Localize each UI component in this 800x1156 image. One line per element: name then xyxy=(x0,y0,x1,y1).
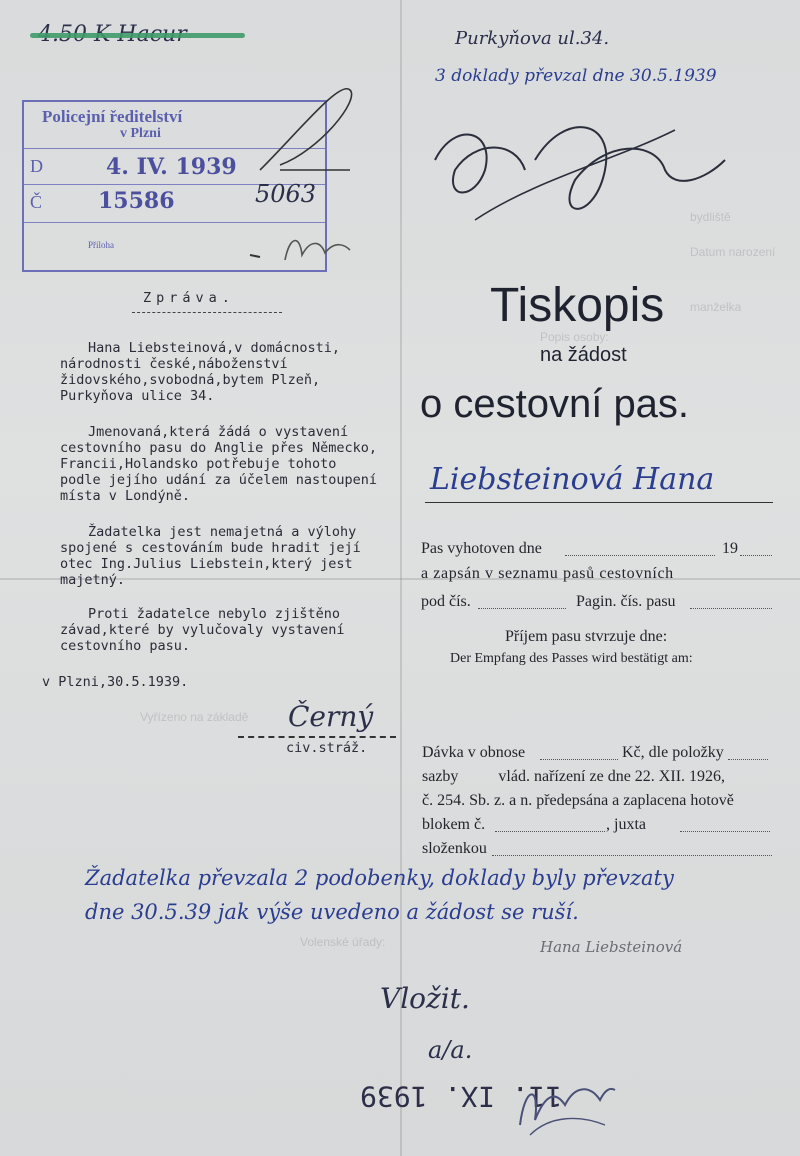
stamp-office: Policejní ředitelství xyxy=(42,107,183,126)
bottom-signature xyxy=(510,1065,620,1145)
applicant-name-field: Liebsteinová Hana xyxy=(430,462,715,497)
report-para2-line-1: Jmenovaná,která žádá o vystavení xyxy=(88,424,349,440)
fee-line-5: složenkou xyxy=(422,840,487,857)
receipt-cz: Příjem pasu stvrzuje dne: xyxy=(505,628,668,645)
document-page: bydliště Datum narození manželka Popis osoby: Vyřízeno na základě Volenské úřady: Purkyňova ul.34. 3 doklady převzal dne 30.5.1939 Policejní ředitelství v Plzni D 4. IV. 1939 Č 15586 Příloha 5063 Tiskopis na žádost o cestovní pas. Liebsteinová Hana Zpráva. Hana Liebsteinová,v domácnosti, národnosti české,náboženství židovského,svobodná,bytem Plzeň, Purkyňova ulice 34. Jmenovaná,která žádá o vystavení cestovního pasu do Anglie přes Německo, Francii,Holandsko potřebuje tohoto podle jejího udání za účelem nastoupení místa v Londýně. Žadatelka jest nemajetná a výlohy spojené s cestováním bude hradit její otec Ing.Julius Liebstein,který jest majetný. Proti žadatelce nebylo zjištěno závad,které by vylučovaly vystavení cestovního pasu. v Plzni,30.5.1939. Černý civ.stráž. Pas vyhotoven dne 19 a zapsán v seznamu pasů cestovních pod čís. Pagin. čís. pasu Příjem pasu stvrzuje dne: Der Empfang des Passes wird bestätigt am: Dávka v obnose Kč, dle položky sazby vlád. nařízení ze dne 22. XII. 1926, č. 254. Sb. z. a n. předepsána a zaplacena hotově blokem č. , juxta složenkou Žadatelka převzala 2 podobenky, doklady byly převzaty dne 30.5.39 jak výše uvedeno a žádost se ruší. Hana Liebsteinová Vložit. a/a. 11. IX. 1939 xyxy=(0,0,800,1156)
stamp-date: 4. IV. 1939 xyxy=(106,154,237,180)
stamp-sub-label: Příloha xyxy=(88,240,114,250)
issued-year-prefix: 19 xyxy=(722,540,738,557)
pagin-label: Pagin. čís. pasu xyxy=(576,593,676,610)
report-para3-line-3: otec Ing.Julius Liebstein,který jest xyxy=(60,556,353,572)
report-para3-line-2: spojené s cestováním bude hradit její xyxy=(60,540,361,556)
report-para2-line-5: místa v Londýně. xyxy=(60,488,191,504)
bottom-note-line-1: Žadatelka převzala 2 podobenky, doklady byly převzaty xyxy=(85,866,674,890)
initials-scribble xyxy=(240,225,360,270)
report-para2-line-2: cestovního pasu do Anglie přes Německo, xyxy=(60,440,377,456)
report-heading: Zpráva. xyxy=(143,290,235,306)
registered-label: a zapsán v seznamu pasů cestovních xyxy=(421,565,674,582)
form-title-zadost: na žádost xyxy=(540,344,627,366)
report-para4-line-1: Proti žadatelce nebylo zjištěno xyxy=(88,606,340,622)
signature-dash-line xyxy=(238,736,396,738)
report-heading-underline xyxy=(132,312,282,313)
applicant-signature: Hana Liebsteinová xyxy=(540,938,683,956)
signer-title: civ.stráž. xyxy=(286,740,368,756)
report-para3-line-1: Žadatelka jest nemajetná a výlohy xyxy=(88,524,357,540)
form-title-pas: o cestovní pas. xyxy=(420,382,690,426)
address-note: Purkyňova ul.34. xyxy=(455,28,610,49)
stamp-prefix-c: Č xyxy=(30,192,43,212)
bottom-note-line-2: dne 30.5.39 jak výše uvedeno a žádost se ruší. xyxy=(85,900,579,924)
report-para3-line-4: majetný. xyxy=(60,572,126,588)
fee-line-4b: , juxta xyxy=(606,816,646,833)
reference-number: 5063 xyxy=(255,180,317,208)
fee-line-1b: Kč, dle položky xyxy=(622,744,724,761)
ao-note: a/a. xyxy=(428,1036,473,1064)
issued-label: Pas vyhotoven dne xyxy=(421,540,542,557)
report-para2-line-3: Francii,Holandsko potřebuje tohoto xyxy=(60,456,337,472)
report-para4-line-3: cestovního pasu. xyxy=(60,638,191,654)
report-line-2: národnosti české,náboženství xyxy=(60,356,288,372)
vlozit-note: Vložit. xyxy=(380,982,470,1015)
report-para4-line-2: závad,které by vylučovaly vystavení xyxy=(60,622,345,638)
report-para2-line-4: podle jejího udání za účelem nastoupení xyxy=(60,472,377,488)
stamp-prefix-d: D xyxy=(30,156,43,176)
strike-line xyxy=(30,33,245,38)
report-place-date: v Plzni,30.5.1939. xyxy=(42,674,189,690)
chief-signature xyxy=(415,100,745,240)
form-title-tiskopis: Tiskopis xyxy=(490,279,665,332)
fee-line-3: č. 254. Sb. z. a n. předepsána a zaplacena hotově xyxy=(422,792,734,809)
report-line-4: Purkyňova ulice 34. xyxy=(60,388,215,404)
report-line-1: Hana Liebsteinová,v domácnosti, xyxy=(88,340,340,356)
documents-note: 3 doklady převzal dne 30.5.1939 xyxy=(435,66,717,86)
inverted-date-stamp: 11. IX. 1939 xyxy=(360,1080,563,1113)
receipt-de: Der Empfang des Passes wird bestätigt am: xyxy=(450,651,693,666)
report-line-3: židovského,svobodná,bytem Plzeň, xyxy=(60,372,321,388)
official-signature xyxy=(240,70,370,180)
stamp-city: v Plzni xyxy=(120,126,161,141)
officer-signature: Černý xyxy=(288,700,374,733)
under-number-label: pod čís. xyxy=(421,593,471,610)
fee-line-1: Dávka v obnose xyxy=(422,744,526,761)
name-underline xyxy=(425,502,773,503)
fee-line-4: blokem č. xyxy=(422,816,486,833)
stamp-number: 15586 xyxy=(98,188,175,214)
fee-line-2: sazby vlád. nařízení ze dne 22. XII. 1926, xyxy=(422,768,726,785)
